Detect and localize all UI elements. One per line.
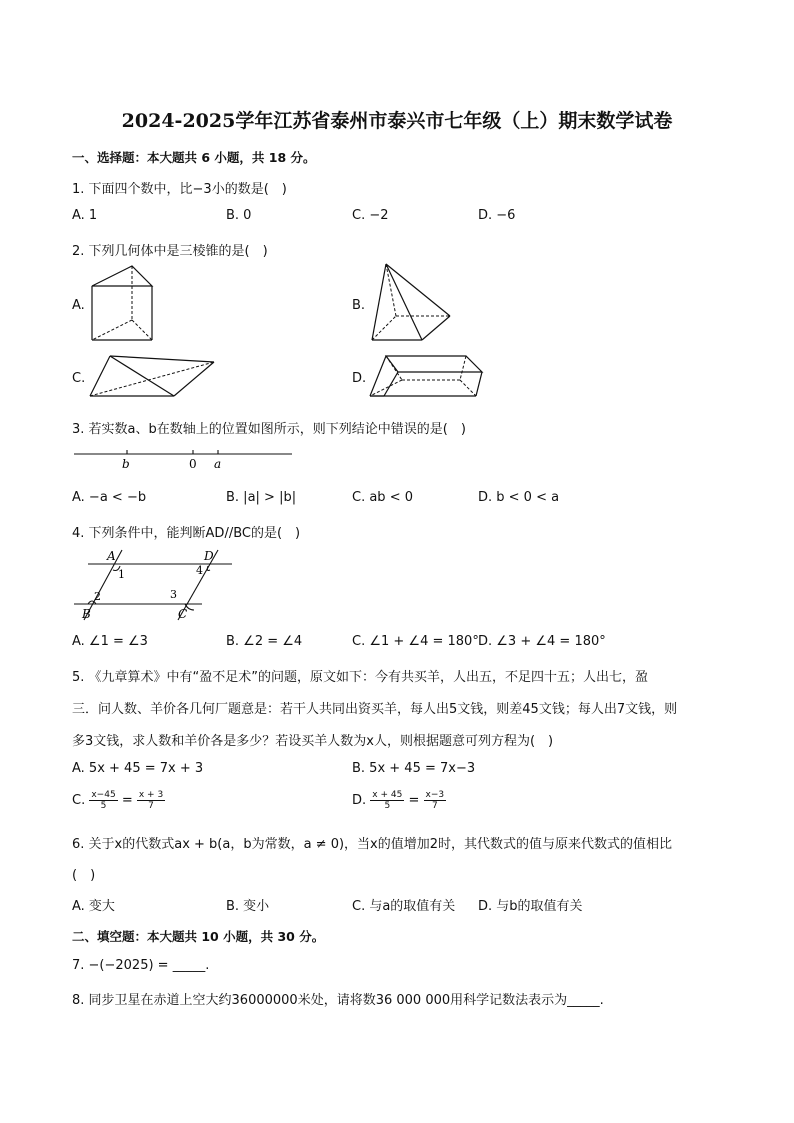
question-8: 8. 同步卫星在赤道上空大约36000000米处，请将数36 000 000用科学记数法表示为_____. xyxy=(72,993,604,1008)
question-3-stem: 3. 若实数a、b在数轴上的位置如图所示，则下列结论中错误的是( ) xyxy=(72,422,466,437)
q5-option-c: C. $\frac{x-45}{5}$ = $\frac{x + 3}{7}$ xyxy=(72,790,164,811)
question-5-line-2: 三．问人数、羊价各几何厂题意是：若干人共同出资买羊，每人出5文钱，则差45文钱；每人出7文钱，则 xyxy=(72,702,678,717)
q3-option-b: B. |a| > |b| xyxy=(226,490,297,505)
section-choice-heading: 一、选择题：本大题共 6 小题，共 18 分。 xyxy=(72,150,316,165)
vertex-a-label: A xyxy=(107,549,116,563)
q4-option-b: B. ∠2 = ∠4 xyxy=(226,634,303,649)
frustum-figure xyxy=(366,350,486,402)
q1-option-d: D. −6 xyxy=(478,208,516,223)
q5-d-left-fraction: $\frac{x + 45}{5}$ xyxy=(372,790,403,811)
section-fill-heading: 二、填空题：本大题共 10 小题，共 30 分。 xyxy=(72,929,325,944)
triangular-prism-figure xyxy=(86,264,166,344)
q1-option-b: B. 0 xyxy=(226,208,252,223)
q3-option-d: D. b < 0 < a xyxy=(478,490,560,505)
q2-label-b: B. xyxy=(352,298,366,313)
vertex-c-label: C xyxy=(178,607,188,621)
q5-option-a: A. 5x + 45 = 7x + 3 xyxy=(72,761,204,776)
number-line-label-zero: 0 xyxy=(189,457,197,471)
page-title: 2024-2025学年江苏省泰州市泰兴市七年级（上）期末数学试卷 xyxy=(121,110,673,132)
q6-option-d: D. 与b的取值有关 xyxy=(478,899,583,914)
square-pyramid-figure xyxy=(366,262,456,346)
triangular-pyramid-figure xyxy=(86,354,218,400)
angle-3-label: 3 xyxy=(170,588,177,601)
q4-option-a: A. ∠1 = ∠3 xyxy=(72,634,148,649)
angle-4-label: 4 xyxy=(196,564,203,577)
angle-2-label: 2 xyxy=(94,590,101,603)
vertex-b-label: B xyxy=(82,607,91,621)
q5-option-d-label: D. xyxy=(352,793,367,808)
question-6-line-2: ( ) xyxy=(72,868,96,883)
question-4-stem: 4. 下列条件中，能判断AD//BC的是( ) xyxy=(72,526,301,541)
q2-label-d: D. xyxy=(352,371,367,386)
question-2-stem: 2. 下列几何体中是三棱锥的是( ) xyxy=(72,244,268,259)
q5-option-b: B. 5x + 45 = 7x−3 xyxy=(352,761,476,776)
angle-1-label: 1 xyxy=(118,568,125,581)
question-7: 7. −(−2025) = _____. xyxy=(72,958,210,973)
question-5-line-1: 5. 《九章算术》中有“盈不足术”的问题，原文如下：今有共买羊，人出五，不足四十五；人出七，盈 xyxy=(72,670,649,685)
q2-label-c: C. xyxy=(72,371,86,386)
q5-d-right-fraction: $\frac{x-3}{7}$ xyxy=(425,790,445,811)
question-5-line-3: 多3文钱，求人数和羊价各是多少？若设买羊人数为x人，则根据题意可列方程为( ) xyxy=(72,734,554,749)
number-line-label-a: a xyxy=(214,457,222,471)
q6-option-b: B. 变小 xyxy=(226,899,270,914)
q4-option-d: D. ∠3 + ∠4 = 180° xyxy=(478,634,606,649)
q5-c-left-fraction: $\frac{x-45}{5}$ xyxy=(91,790,116,811)
q1-option-c: C. −2 xyxy=(352,208,389,223)
q3-option-c: C. ab < 0 xyxy=(352,490,413,505)
number-line-label-b: b xyxy=(122,457,130,471)
question-1-stem: 1. 下面四个数中，比−3小的数是( ) xyxy=(72,182,287,197)
parallelogram-figure xyxy=(72,544,240,624)
number-line-figure xyxy=(72,446,296,472)
q5-c-right-fraction: $\frac{x + 3}{7}$ xyxy=(138,790,164,811)
q1-option-a: A. 1 xyxy=(72,208,98,223)
q3-option-a: A. −a < −b xyxy=(72,490,147,505)
question-6-line-1: 6. 关于x的代数式ax + b(a，b为常数，a ≠ 0)，当x的值增加2时，其代数式的值与原来代数式的值相比 xyxy=(72,837,673,852)
q5-option-d: D. $\frac{x + 45}{5}$ = $\frac{x-3}{7}$ xyxy=(352,790,445,811)
q6-option-c: C. 与a的取值有关 xyxy=(352,899,456,914)
q5-option-c-label: C. xyxy=(72,793,86,808)
q4-option-c: C. ∠1 + ∠4 = 180° xyxy=(352,634,479,649)
q2-label-a: A. xyxy=(72,298,85,313)
vertex-d-label: D xyxy=(204,549,214,563)
q6-option-a: A. 变大 xyxy=(72,899,115,914)
